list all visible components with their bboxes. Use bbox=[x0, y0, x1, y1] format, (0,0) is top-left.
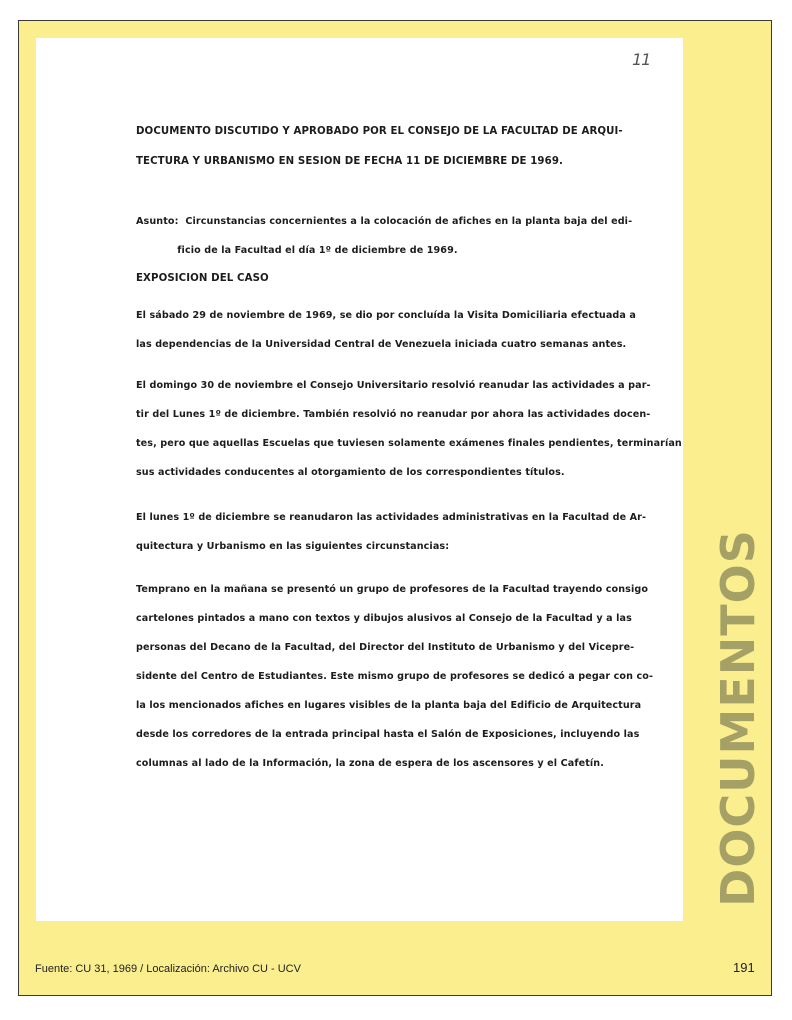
paragraph-line: columnas al lado de la Información, la zona de espera de los ascensores y el Cafetín. bbox=[136, 758, 604, 769]
paragraph-line: desde los corredores de la entrada principal hasta el Salón de Exposiciones, incluyendo las bbox=[136, 729, 640, 740]
heading-line: DOCUMENTO DISCUTIDO Y APROBADO POR EL CONSEJO DE LA FACULTAD DE ARQUI- bbox=[136, 126, 623, 137]
subject-line: ficio de la Facultad el día 1º de diciembre de 1969. bbox=[136, 245, 458, 256]
paragraph-line: la los mencionados afiches en lugares visibles de la planta baja del Edificio de Arquitectura bbox=[136, 700, 642, 711]
handwritten-page-number: 11 bbox=[632, 50, 651, 69]
heading-line: TECTURA Y URBANISMO EN SESION DE FECHA 11 DE DICIEMBRE DE 1969. bbox=[136, 156, 563, 167]
paragraph-line: sidente del Centro de Estudiantes. Este mismo grupo de profesores se dedicó a pegar con co- bbox=[136, 671, 654, 682]
paragraph-line: tir del Lunes 1º de diciembre. También resolvió no reanudar por ahora las actividades docen- bbox=[136, 409, 651, 420]
page-number: 191 bbox=[733, 960, 755, 975]
side-title-text: DOCUMENTOS bbox=[711, 529, 765, 907]
paragraph-line: El domingo 30 de noviembre el Consejo Universitario resolvió reanudar las actividades a par- bbox=[136, 380, 651, 391]
paragraph-line: cartelones pintados a mano con textos y dibujos alusivos al Consejo de la Facultad y a las bbox=[136, 613, 632, 624]
subject-line: Asunto: Circunstancias concernientes a la colocación de afiches en la planta baja del edi- bbox=[136, 216, 633, 227]
document-subject bbox=[136, 216, 656, 256]
paragraph-line: personas del Decano de la Facultad, del Director del Instituto de Urbanismo y del Vicepre- bbox=[136, 642, 635, 653]
section-title: EXPOSICION DEL CASO bbox=[136, 273, 269, 284]
paragraph-line: El sábado 29 de noviembre de 1969, se dio por concluída la Visita Domiciliaria efectuada a bbox=[136, 310, 636, 321]
source-caption: Fuente: CU 31, 1969 / Localización: Archivo CU - UCV bbox=[35, 963, 301, 975]
paragraph-line: las dependencias de la Universidad Central de Venezuela iniciada cuatro semanas antes. bbox=[136, 339, 627, 350]
paragraph-line: quitectura y Urbanismo en las siguientes circunstancias: bbox=[136, 541, 450, 552]
paragraph-line: tes, pero que aquellas Escuelas que tuviesen solamente exámenes finales pendientes, terminarían bbox=[136, 438, 682, 449]
paragraph-line: El lunes 1º de diciembre se reanudaron las actividades administrativas en la Facultad de Ar- bbox=[136, 512, 647, 523]
section-side-title bbox=[713, 520, 763, 916]
paragraph-line: Temprano en la mañana se presentó un grupo de profesores de la Facultad trayendo consigo bbox=[136, 584, 649, 595]
scanned-document-sheet bbox=[36, 38, 683, 921]
paragraph-line: sus actividades conducentes al otorgamiento de los correspondientes títulos. bbox=[136, 467, 565, 478]
